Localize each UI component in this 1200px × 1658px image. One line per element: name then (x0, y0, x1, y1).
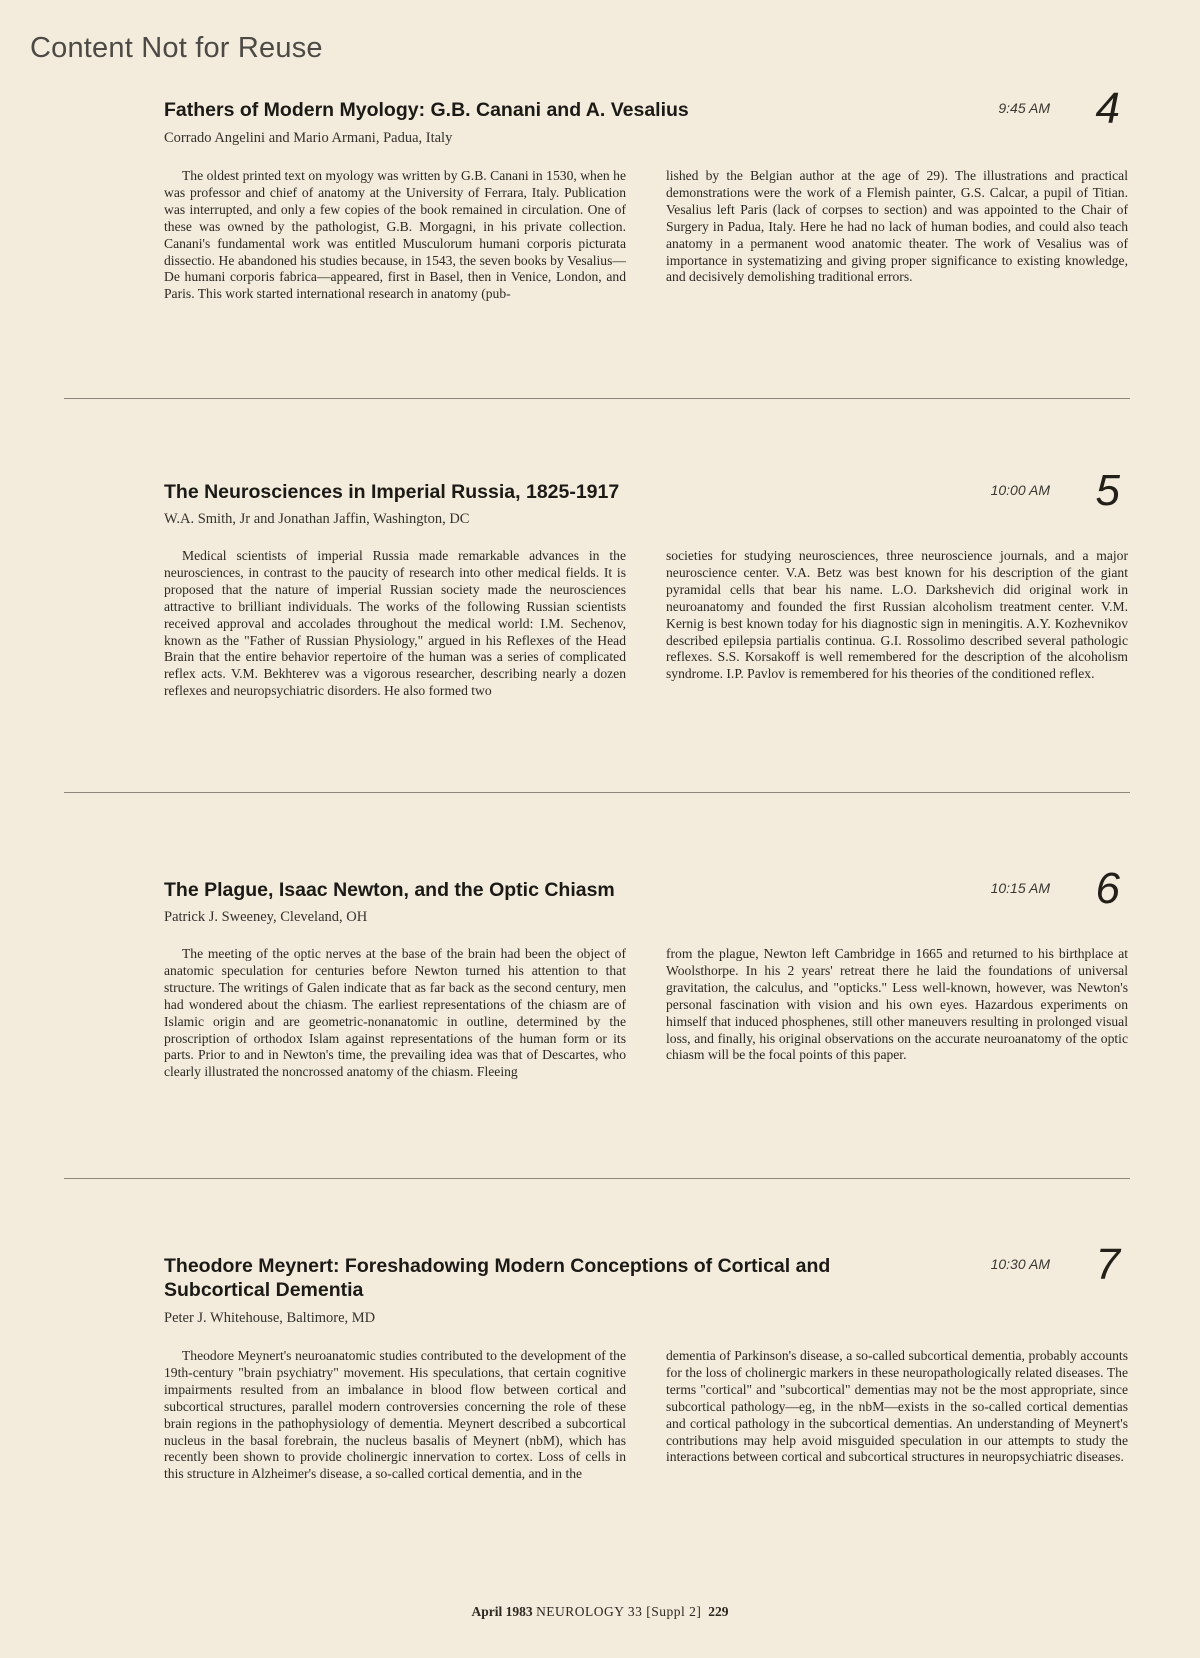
section-divider (64, 792, 1130, 793)
section-divider (64, 1178, 1130, 1179)
abstract-time: 10:30 AM (990, 1256, 1050, 1272)
abstract-number: 5 (1095, 466, 1120, 515)
abstract-number: 7 (1095, 1240, 1120, 1289)
abstract-column-2: dementia of Parkinson's disease, a so-called subcortical dementia, probably accounts for the loss of cholinergic markers in these neuropathologically related diseases. The terms "cortical" and "subcortical" dementias may not be the most appropriate, since subcortical pathology—eg, in the nbM—exists in the so-called cortical dementias and cortical pathology in the subcortical dementias. An understanding of Meynert's contributions may help avoid misguided speculation in our attempts to study the interactions between cortical and subcortical structures in neuropsychiatric diseases. (666, 1348, 1128, 1465)
footer-date: April 1983 (471, 1604, 533, 1619)
abstract-authors: W.A. Smith, Jr and Jonathan Jaffin, Washington, DC (164, 511, 470, 527)
abstract-title: Fathers of Modern Myology: G.B. Canani and A. Vesalius (164, 99, 689, 121)
section-divider (64, 398, 1130, 399)
abstract-column-1: The meeting of the optic nerves at the base of the brain had been the object of anatomic speculation for centuries before Newton turned his attention to that structure. The writings of Galen indicate that as far back as the second century, men had wondered about the chiasm. The earliest representations of the chiasm are of Islamic origin and are geometric-nonanatomic in outline, determined by the proscription of orthodox Islam against representations of the human form or its parts. Prior to and in Newton's time, the prevailing idea was that of Descartes, who clearly illustrated the noncrossed anatomy of the chiasm. Fleeing (164, 946, 626, 1080)
abstract-body (164, 946, 1128, 1081)
abstract-title: The Neurosciences in Imperial Russia, 1825-1917 (164, 481, 620, 503)
footer-journal: NEUROLOGY 33 [Suppl 2] (536, 1604, 702, 1619)
abstract-column-1: Medical scientists of imperial Russia made remarkable advances in the neurosciences, in contrast to the paucity of research into other medical fields. It is proposed that the nature of imperial Russian society made the neurosciences attractive to brilliant individuals. The works of the following Russian scientists received approval and accolades throughout the medical world: I.M. Sechenov, known as the "Father of Russian Physiology," argued in his Reflexes of the Head Brain that the entire behavior repertoire of the human was a series of complicated reflex acts. V.M. Bekhterev was a vigorous researcher, describing nearly a dozen reflexes and neuropsychiatric disorders. He also formed two (164, 548, 626, 699)
abstract-time: 10:00 AM (990, 482, 1050, 498)
page-footer (0, 1604, 1200, 1620)
abstract-title: Theodore Meynert: Foreshadowing Modern Conceptions of Cortical and Subcortical Dementia (164, 1255, 831, 1301)
abstract-time: 10:15 AM (990, 880, 1050, 896)
abstract-column-2: from the plague, Newton left Cambridge in 1665 and returned to his birthplace at Woolsthorpe. In his 2 years' retreat there he laid the foundations of universal gravitation, the calculus, and "opticks." Less well-known, however, was Newton's personal fascination with vision and his own eyes. Hazardous experiments on himself that induced phosphenes, still other maneuvers resulting in prolonged visual loss, and finally, his original observations on the accurate neuroanatomy of the optic chiasm will be the focal points of this paper. (666, 946, 1128, 1063)
abstract-authors: Corrado Angelini and Mario Armani, Padua, Italy (164, 130, 453, 146)
abstract-number: 4 (1095, 84, 1120, 133)
abstract-title: The Plague, Isaac Newton, and the Optic Chiasm (164, 879, 615, 901)
abstract-authors: Patrick J. Sweeney, Cleveland, OH (164, 909, 368, 925)
footer-page-number: 229 (708, 1604, 729, 1619)
abstract-authors: Peter J. Whitehouse, Baltimore, MD (164, 1310, 376, 1326)
abstract-time: 9:45 AM (998, 100, 1050, 116)
abstract-body (164, 1348, 1128, 1483)
abstract-column-1: Theodore Meynert's neuroanatomic studies contributed to the development of the 19th-century "brain psychiatry" movement. His speculations, that certain cognitive impairments resulted from an imbalance in blood flow between cortical and subcortical structures, parallel modern controversies concerning the role of these brain regions in the pathophysiology of dementia. Meynert described a subcortical nucleus in the basal forebrain, the nucleus basalis of Meynert (nbM), which has recently been shown to provide cholinergic innervation to cortex. Loss of cells in this structure in Alzheimer's disease, a so-called cortical dementia, and in the (164, 1348, 626, 1482)
watermark: Content Not for Reuse (30, 32, 323, 64)
abstract-column-2: lished by the Belgian author at the age of 29). The illustrations and practical demonstrations were the work of a Flemish painter, G.S. Calcar, a pupil of Titian. Vesalius left Paris (lack of corpses to section) and was appointed to the Chair of Surgery in Padua, Italy. Here he had no lack of human bodies, and could also teach anatomy in a permanent wood anatomic theater. The work of Vesalius was of importance in systematizing and giving proper significance to existing knowledge, and decisively demolishing traditional errors. (666, 168, 1128, 285)
abstract-body (164, 168, 1128, 303)
abstract-body (164, 548, 1128, 700)
abstract-column-1: The oldest printed text on myology was written by G.B. Canani in 1530, when he was professor and chief of anatomy at the University of Ferrara, Italy. Publication was interrupted, and only a few copies of the book remained in circulation. One of these was owned by the pathologist, G.B. Morgagni, in his private collection. Canani's fundamental work was entitled Musculorum humani corporis picturata dissectio. He abandoned his studies because, in 1543, the seven books by Vesalius—De humani corporis fabrica—appeared, first in Basel, then in Venice, London, and Paris. This work started international research in anatomy (pub- (164, 168, 626, 302)
abstract-number: 6 (1095, 864, 1120, 913)
abstract-column-2: societies for studying neurosciences, three neuroscience journals, and a major neuroscience center. V.A. Betz was best known for his description of the giant pyramidal cells that bear his name. L.O. Darkshevich did original work in neuroanatomy and founded the first Russian alcoholism treatment center. V.M. Kernig is best known today for his diagnostic sign in meningitis. A.Y. Kozhevnikov described epilepsia partialis continua. G.I. Rossolimo described several pathologic reflexes. S.S. Korsakoff is well remembered for the description of the alcoholism syndrome. I.P. Pavlov is remembered for his theories of the conditioned reflex. (666, 548, 1128, 682)
